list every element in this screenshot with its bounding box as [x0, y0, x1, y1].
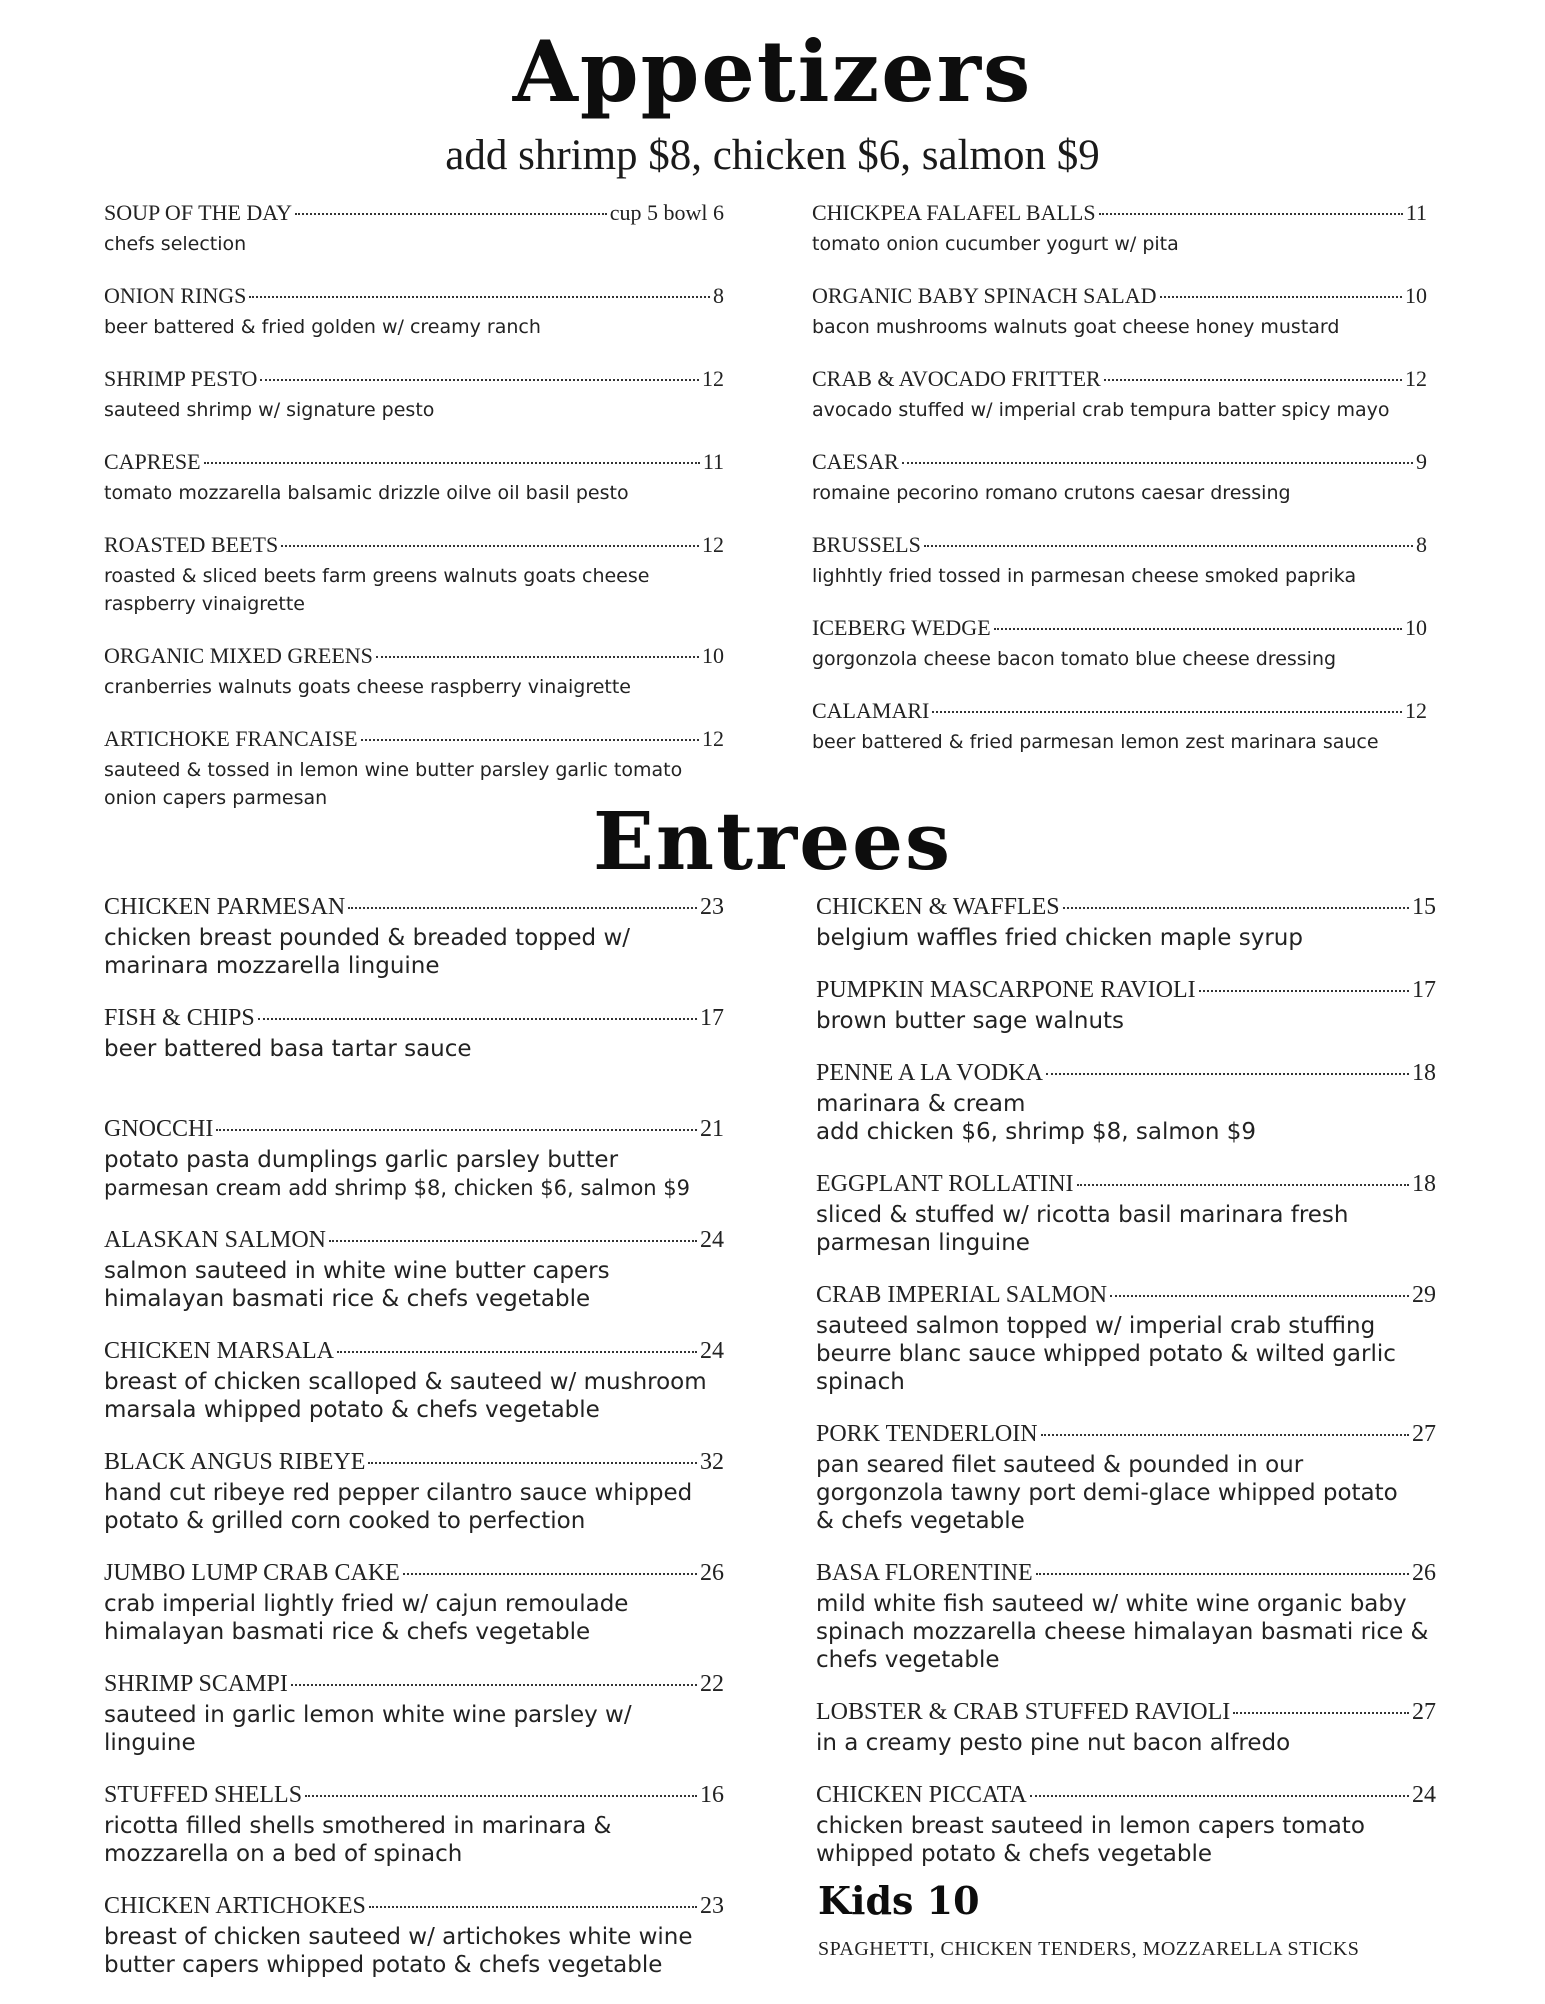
- item-price: 11: [702, 449, 724, 474]
- item-description: chefs vegetable: [816, 1647, 1000, 1673]
- menu-item: [104, 532, 724, 643]
- leader-dots: [1104, 379, 1402, 381]
- leader-dots: [348, 907, 697, 909]
- item-name: GNOCCHI: [104, 1116, 214, 1142]
- item-description: potato & grilled corn cooked to perfection: [104, 1508, 586, 1534]
- item-price: 29: [1412, 1282, 1436, 1308]
- item-description: raspberry vinaigrette: [104, 593, 305, 615]
- leader-dots: [1030, 1795, 1409, 1797]
- item-description: roasted & sliced beets farm greens walnuts goats cheese: [104, 565, 650, 587]
- item-name: PENNE A LA VODKA: [816, 1060, 1043, 1086]
- item-name: CAPRESE: [104, 449, 201, 474]
- item-description: breast of chicken scalloped & sauteed w/ mushroom: [104, 1369, 707, 1395]
- leader-dots: [376, 656, 699, 658]
- appetizers-left-column: [104, 200, 724, 837]
- menu-item: [816, 1421, 1436, 1560]
- item-description: beer battered & fried parmesan lemon zest marinara sauce: [812, 731, 1379, 753]
- item-description: chicken breast pounded & breaded topped w/: [104, 925, 631, 951]
- item-price: 32: [700, 1449, 724, 1475]
- item-price: 12: [702, 366, 724, 391]
- leader-dots: [295, 213, 607, 215]
- appetizers-title: Appetizers: [512, 22, 1033, 121]
- item-description: breast of chicken sauteed w/ artichokes white wine: [104, 1924, 693, 1950]
- item-description: sauteed shrimp w/ signature pesto: [104, 399, 435, 421]
- item-description: beer battered basa tartar sauce: [104, 1036, 472, 1062]
- item-description: crab imperial lightly fried w/ cajun remoulade: [104, 1591, 629, 1617]
- item-name: CHICKEN PARMESAN: [104, 894, 346, 920]
- item-description: belgium waffles fried chicken maple syrup: [816, 925, 1303, 951]
- item-description: brown butter sage walnuts: [816, 1008, 1125, 1034]
- leader-dots: [305, 1795, 697, 1797]
- item-description: lighhtly fried tossed in parmesan cheese smoked paprika: [812, 565, 1357, 587]
- item-name: SOUP OF THE DAY: [104, 200, 293, 225]
- item-price: 10: [1405, 615, 1427, 640]
- item-description: & chefs vegetable: [816, 1508, 1025, 1534]
- menu-item: [104, 1005, 724, 1116]
- item-description: salmon sauteed in white wine butter capers: [104, 1258, 610, 1284]
- item-price: 24: [1412, 1782, 1436, 1808]
- leader-dots: [204, 462, 700, 464]
- item-description: linguine: [104, 1730, 196, 1756]
- menu-item: [812, 532, 1427, 615]
- menu-item: [816, 1699, 1436, 1782]
- item-price: 8: [1416, 532, 1427, 557]
- item-description: parmesan cream add shrimp $8, chicken $6, salmon $9: [104, 1176, 691, 1200]
- item-description: sauteed salmon topped w/ imperial crab stuffing: [816, 1313, 1376, 1339]
- item-description: himalayan basmati rice & chefs vegetable: [104, 1286, 591, 1312]
- item-price: 23: [700, 1893, 724, 1919]
- item-name: LOBSTER & CRAB STUFFED RAVIOLI: [816, 1699, 1231, 1725]
- leader-dots: [1063, 907, 1409, 909]
- item-description: romaine pecorino romano crutons caesar dressing: [812, 482, 1291, 504]
- menu-item: [104, 449, 724, 532]
- item-price: 18: [1412, 1060, 1436, 1086]
- item-name: BRUSSELS: [812, 532, 921, 557]
- menu-item: [816, 977, 1436, 1060]
- leader-dots: [924, 545, 1413, 547]
- menu-item: [104, 1560, 724, 1671]
- item-name: ARTICHOKE FRANCAISE: [104, 726, 358, 751]
- item-description: onion capers parmesan: [104, 787, 328, 809]
- menu-item: [104, 1338, 724, 1449]
- item-name: BASA FLORENTINE: [816, 1560, 1033, 1586]
- menu-item: [816, 1782, 1436, 1893]
- item-name: CRAB IMPERIAL SALMON: [816, 1282, 1108, 1308]
- item-name: ICEBERG WEDGE: [812, 615, 991, 640]
- item-description: add chicken $6, shrimp $8, salmon $9: [816, 1119, 1256, 1145]
- menu-item: [812, 698, 1427, 781]
- menu-item: [104, 200, 724, 283]
- leader-dots: [403, 1573, 697, 1575]
- leader-dots: [216, 1129, 697, 1131]
- item-price: 12: [1405, 366, 1427, 391]
- item-name: CRAB & AVOCADO FRITTER: [812, 366, 1101, 391]
- item-description: potato pasta dumplings garlic parsley butter: [104, 1147, 619, 1173]
- item-name: CALAMARI: [812, 698, 930, 723]
- appetizers-right-column: [812, 200, 1427, 781]
- item-description: cranberries walnuts goats cheese raspberry vinaigrette: [104, 676, 631, 698]
- item-description: sliced & stuffed w/ ricotta basil marinara fresh: [816, 1202, 1349, 1228]
- item-name: EGGPLANT ROLLATINI: [816, 1171, 1074, 1197]
- item-name: SHRIMP SCAMPI: [104, 1671, 288, 1697]
- item-name: ALASKAN SALMON: [104, 1227, 327, 1253]
- menu-item: [104, 643, 724, 726]
- item-description: marinara & cream: [816, 1091, 1026, 1117]
- item-price: 10: [1405, 283, 1427, 308]
- leader-dots: [1077, 1184, 1409, 1186]
- menu-item: [812, 449, 1427, 532]
- appetizers-add-ons: add shrimp $8, chicken $6, salmon $9: [445, 132, 1100, 179]
- item-price: 27: [1412, 1421, 1436, 1447]
- leader-dots: [329, 1240, 697, 1242]
- menu-item: [104, 1449, 724, 1560]
- leader-dots: [361, 739, 699, 741]
- leader-dots: [1110, 1295, 1409, 1297]
- menu-item: [812, 615, 1427, 698]
- item-price: 9: [1416, 449, 1427, 474]
- item-price: 16: [700, 1782, 724, 1808]
- menu-item: [812, 200, 1427, 283]
- item-price: 27: [1412, 1699, 1436, 1725]
- menu-item: [104, 1893, 724, 2004]
- item-description: spinach: [816, 1369, 905, 1395]
- item-price: 10: [702, 643, 724, 668]
- item-price: 12: [702, 532, 724, 557]
- leader-dots: [260, 379, 699, 381]
- menu-item: [816, 1171, 1436, 1282]
- item-name: CHICKEN ARTICHOKES: [104, 1893, 366, 1919]
- menu-item: [104, 1227, 724, 1338]
- item-price: 12: [702, 726, 724, 751]
- item-price: 15: [1412, 894, 1436, 920]
- item-name: JUMBO LUMP CRAB CAKE: [104, 1560, 400, 1586]
- item-description: ricotta filled shells smothered in marinara &: [104, 1813, 612, 1839]
- menu-item: [812, 283, 1427, 366]
- item-price: 26: [700, 1560, 724, 1586]
- leader-dots: [1041, 1434, 1409, 1436]
- item-description: sauteed & tossed in lemon wine butter parsley garlic tomato: [104, 759, 683, 781]
- item-description: marinara mozzarella linguine: [104, 953, 440, 979]
- item-name: PUMPKIN MASCARPONE RAVIOLI: [816, 977, 1196, 1003]
- item-description: gorgonzola tawny port demi-glace whipped potato: [816, 1480, 1398, 1506]
- item-description: gorgonzola cheese bacon tomato blue cheese dressing: [812, 648, 1337, 670]
- item-description: pan seared filet sauteed & pounded in our: [816, 1452, 1304, 1478]
- item-name: ORGANIC MIXED GREENS: [104, 643, 373, 668]
- leader-dots: [249, 296, 710, 298]
- item-description: beurre blanc sauce whipped potato & wilted garlic: [816, 1341, 1396, 1367]
- leader-dots: [1233, 1712, 1409, 1714]
- leader-dots: [337, 1351, 697, 1353]
- menu-item: [104, 1782, 724, 1893]
- item-name: CAESAR: [812, 449, 899, 474]
- leader-dots: [1199, 990, 1409, 992]
- item-description: parmesan linguine: [816, 1230, 1030, 1256]
- item-description: in a creamy pesto pine nut bacon alfredo: [816, 1730, 1291, 1756]
- item-price: 11: [1405, 200, 1427, 225]
- menu-item: [816, 1560, 1436, 1699]
- leader-dots: [1160, 296, 1402, 298]
- item-price: 18: [1412, 1171, 1436, 1197]
- item-price: 23: [700, 894, 724, 920]
- leader-dots: [994, 628, 1402, 630]
- menu-item: [812, 366, 1427, 449]
- item-name: PORK TENDERLOIN: [816, 1421, 1038, 1447]
- item-description: mild white fish sauteed w/ white wine organic baby: [816, 1591, 1407, 1617]
- item-price: 24: [700, 1227, 724, 1253]
- item-description: himalayan basmati rice & chefs vegetable: [104, 1619, 591, 1645]
- item-name: FISH & CHIPS: [104, 1005, 255, 1031]
- leader-dots: [902, 462, 1413, 464]
- item-name: BLACK ANGUS RIBEYE: [104, 1449, 366, 1475]
- item-name: CHICKEN PICCATA: [816, 1782, 1027, 1808]
- leader-dots: [368, 1462, 697, 1464]
- item-description: bacon mushrooms walnuts goat cheese honey mustard: [812, 316, 1340, 338]
- item-description: avocado stuffed w/ imperial crab tempura batter spicy mayo: [812, 399, 1390, 421]
- menu-item: [104, 1116, 724, 1227]
- item-description: tomato onion cucumber yogurt w/ pita: [812, 233, 1179, 255]
- kids-title: Kids 10: [818, 1878, 980, 1923]
- kids-items: SPAGHETTI, CHICKEN TENDERS, MOZZARELLA STICKS: [818, 1938, 1360, 1960]
- item-name: ORGANIC BABY SPINACH SALAD: [812, 283, 1157, 308]
- item-price: 17: [1412, 977, 1436, 1003]
- item-price: 22: [700, 1671, 724, 1697]
- menu-item: [816, 1282, 1436, 1421]
- item-name: SHRIMP PESTO: [104, 366, 258, 391]
- item-price: 26: [1412, 1560, 1436, 1586]
- item-name: ROASTED BEETS: [104, 532, 279, 557]
- item-description: chefs selection: [104, 233, 247, 255]
- item-description: chicken breast sauteed in lemon capers tomato: [816, 1813, 1365, 1839]
- leader-dots: [369, 1906, 697, 1908]
- leader-dots: [281, 545, 699, 547]
- menu-item: [104, 894, 724, 1005]
- leader-dots: [258, 1018, 697, 1020]
- item-name: CHICKPEA FALAFEL BALLS: [812, 200, 1096, 225]
- item-name: ONION RINGS: [104, 283, 247, 308]
- item-name: CHICKEN MARSALA: [104, 1338, 335, 1364]
- item-price: 17: [700, 1005, 724, 1031]
- item-description: beer battered & fried golden w/ creamy ranch: [104, 316, 541, 338]
- item-description: spinach mozzarella cheese himalayan basmati rice &: [816, 1619, 1429, 1645]
- item-description: hand cut ribeye red pepper cilantro sauce whipped: [104, 1480, 693, 1506]
- entrees-title: Entrees: [592, 794, 953, 888]
- item-description: mozzarella on a bed of spinach: [104, 1841, 463, 1867]
- menu-item: [104, 1671, 724, 1782]
- leader-dots: [1046, 1073, 1409, 1075]
- leader-dots: [932, 711, 1402, 713]
- menu-item: [104, 283, 724, 366]
- item-price: 8: [713, 283, 724, 308]
- item-description: whipped potato & chefs vegetable: [816, 1841, 1212, 1867]
- menu-item: [104, 366, 724, 449]
- item-name: CHICKEN & WAFFLES: [816, 894, 1060, 920]
- item-name: STUFFED SHELLS: [104, 1782, 303, 1808]
- leader-dots: [291, 1684, 697, 1686]
- leader-dots: [1036, 1573, 1409, 1575]
- item-description: sauteed in garlic lemon white wine parsley w/: [104, 1702, 632, 1728]
- item-price: 12: [1405, 698, 1427, 723]
- entrees-left-column: [104, 894, 724, 2004]
- entrees-right-column: [816, 894, 1436, 1893]
- menu-item: [816, 894, 1436, 977]
- item-price: 21: [700, 1116, 724, 1142]
- item-description: butter capers whipped potato & chefs vegetable: [104, 1952, 663, 1978]
- item-price: 24: [700, 1338, 724, 1364]
- item-description: tomato mozzarella balsamic drizzle oilve oil basil pesto: [104, 482, 629, 504]
- menu-item: [816, 1060, 1436, 1171]
- item-description: marsala whipped potato & chefs vegetable: [104, 1397, 600, 1423]
- item-price: cup 5 bowl 6: [609, 200, 724, 225]
- leader-dots: [1099, 213, 1403, 215]
